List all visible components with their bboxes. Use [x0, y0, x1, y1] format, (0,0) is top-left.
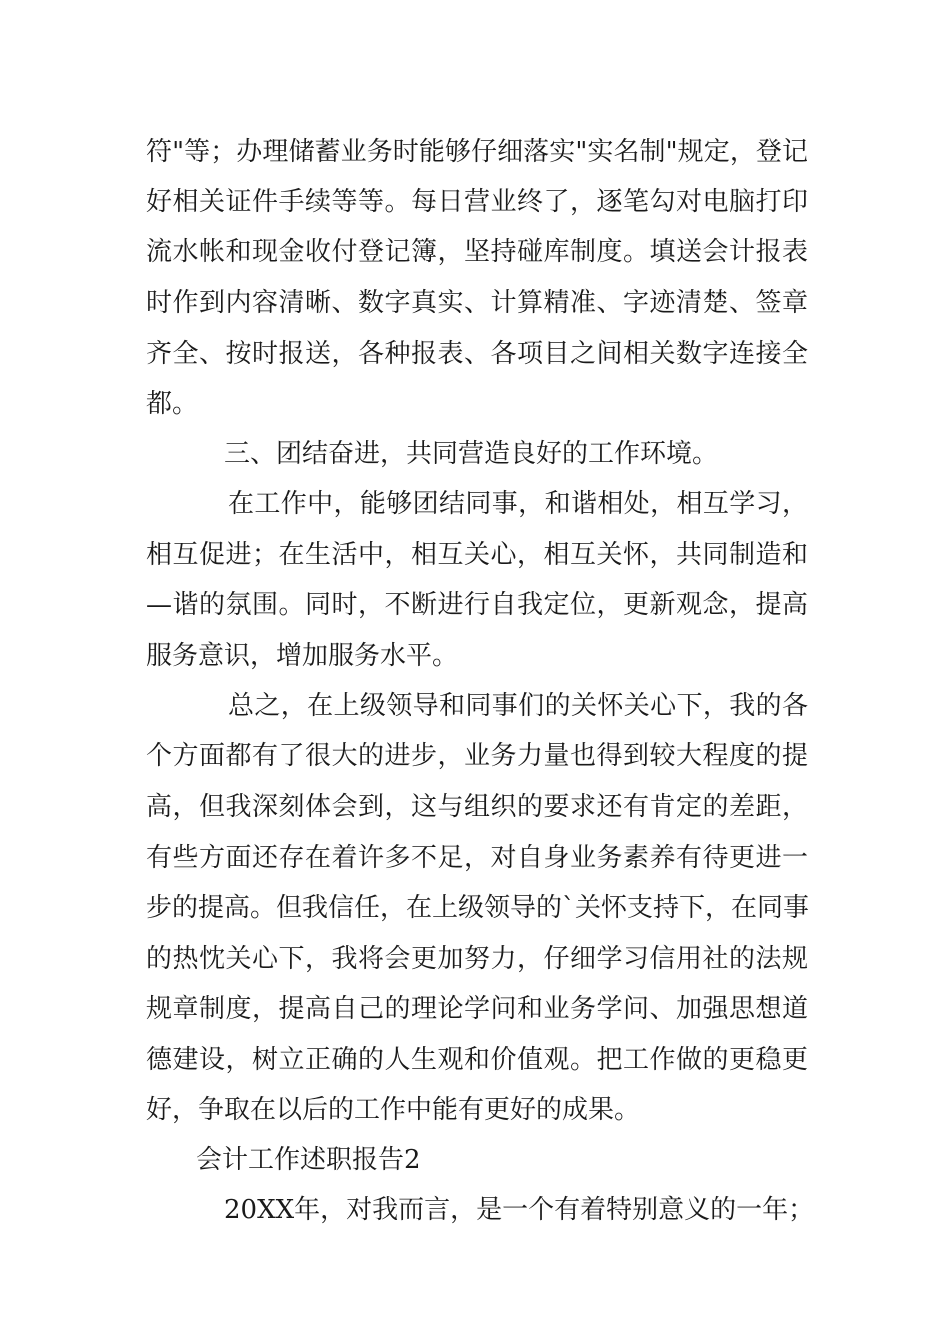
- paragraph-1-line-2: 好相关证件手续等等。每日营业终了，逐笔勾对电脑打印: [146, 187, 808, 217]
- paragraph-2-line-1: 在工作中，能够团结同事，和谐相处，相互学习，: [228, 489, 808, 519]
- paragraph-3-line-2: 个方面都有了很大的进步，业务力量也得到较大程度的提: [146, 741, 808, 771]
- paragraph-3-line-1: 总之，在上级领导和同事们的关怀关心下，我的各: [228, 691, 808, 721]
- paragraph-3-line-8: 德建设，树立正确的人生观和价值观。把工作做的更稳更: [146, 1045, 808, 1075]
- section-3-heading: 三、团结奋进，共同营造良好的工作环境。: [224, 439, 719, 469]
- paragraph-1-line-5: 齐全、按时报送，各种报表、各项目之间相关数字连接全: [146, 339, 808, 369]
- paragraph-3-line-7: 规章制度，提高自己的理论学问和业务学问、加强思想道: [146, 994, 808, 1024]
- paragraph-2-line-4: 服务意识，增加服务水平。: [146, 641, 459, 671]
- paragraph-3-line-3: 高，但我深刻体会到，这与组织的要求还有肯定的差距，: [146, 792, 808, 822]
- paragraph-3-line-9: 好，争取在以后的工作中能有更好的成果。: [146, 1095, 641, 1125]
- paragraph-3-line-4: 有些方面还存在着许多不足，对自身业务素养有待更进一: [146, 843, 808, 873]
- paragraph-4-line-1: 20XX年，对我而言，是一个有着特别意义的一年；: [224, 1195, 815, 1225]
- paragraph-3-line-5: 步的提高。但我信任，在上级领导的`关怀支持下，在同事: [146, 893, 810, 923]
- paragraph-1-line-1: 符"等；办理储蓄业务时能够仔细落实"实名制"规定，登记: [146, 137, 808, 167]
- paragraph-1-line-6: 都。: [146, 389, 199, 419]
- paragraph-2-line-3: —谐的氛围。同时，不断进行自我定位，更新观念，提高: [146, 590, 808, 620]
- report-2-title: 会计工作述职报告2: [196, 1145, 421, 1175]
- paragraph-1-line-3: 流水帐和现金收付登记簿，坚持碰库制度。填送会计报表: [146, 237, 808, 267]
- paragraph-2-line-2: 相互促进；在生活中，相互关心，相互关怀，共同制造和: [146, 540, 808, 570]
- paragraph-3-line-6: 的热忱关心下，我将会更加努力，仔细学习信用社的法规: [146, 944, 808, 974]
- paragraph-1-line-4: 时作到内容清晰、数字真实、计算精准、字迹清楚、签章: [146, 288, 808, 318]
